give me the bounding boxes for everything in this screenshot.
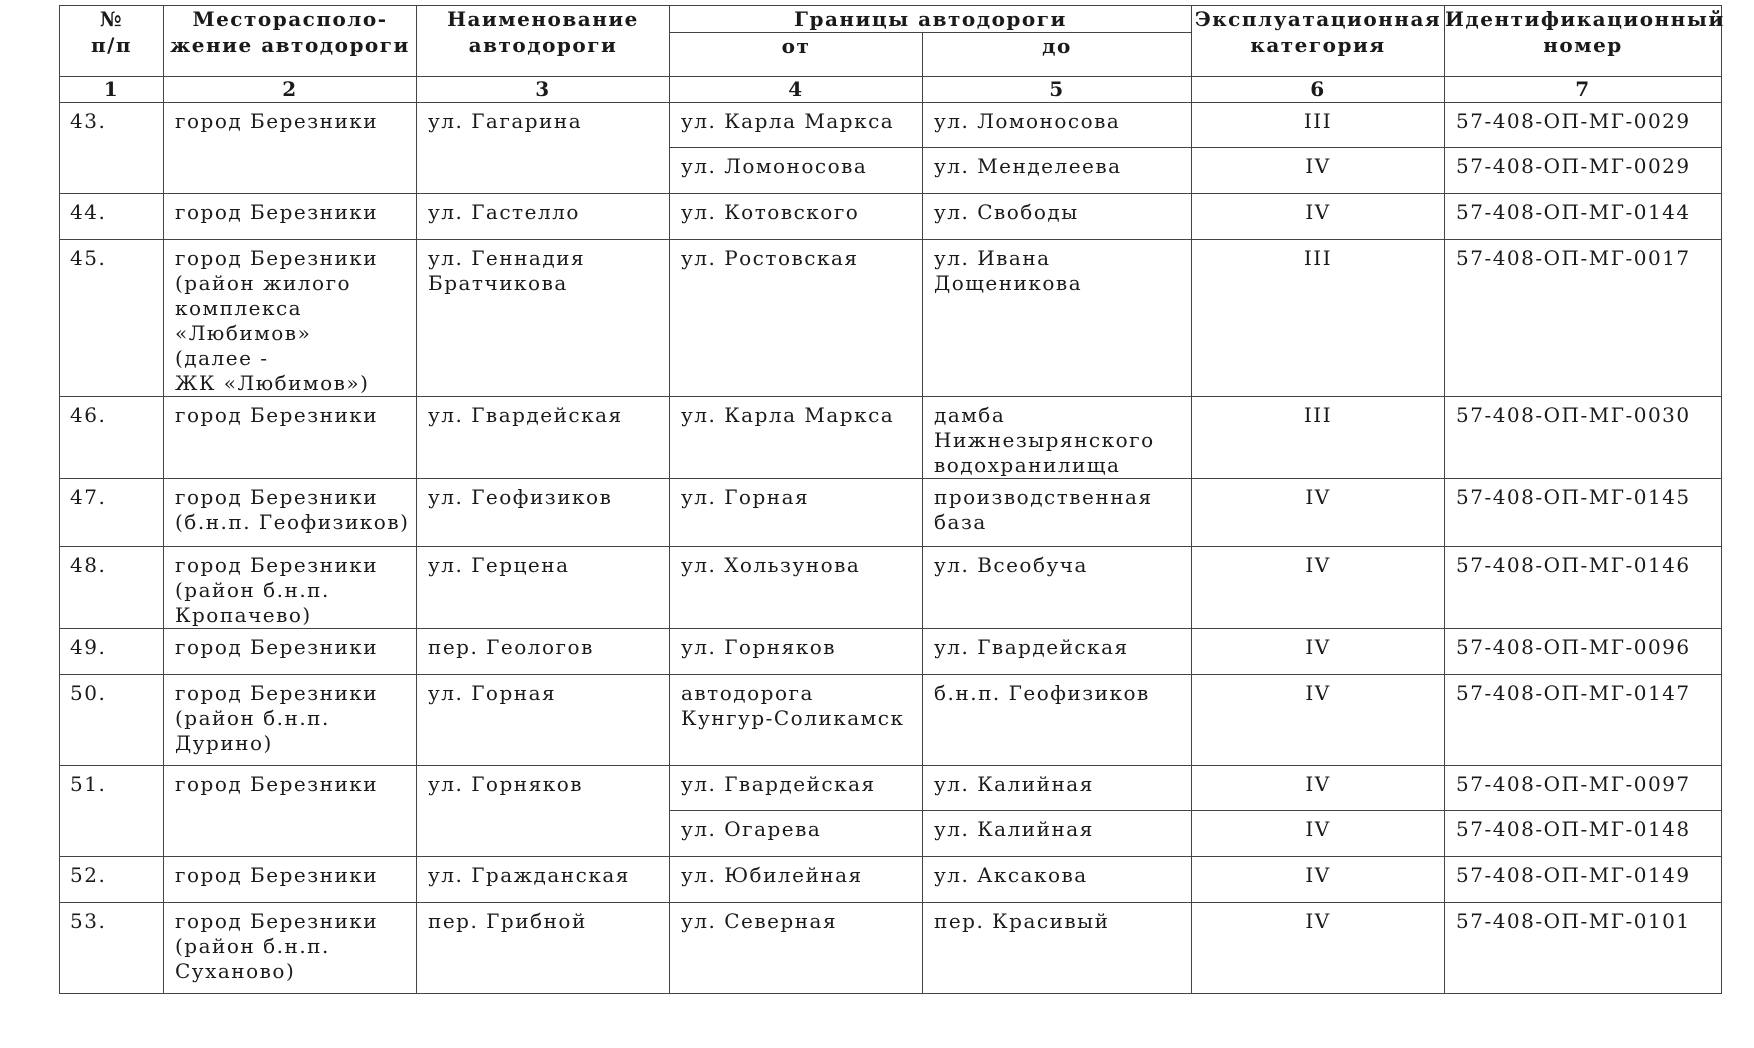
road-location: город Березники [164, 103, 417, 194]
bound-to: производственная база [923, 479, 1192, 547]
road-location: город Березники [164, 397, 417, 479]
row-number: 47. [60, 479, 164, 547]
column-number: 7 [1445, 77, 1722, 103]
road-location: город Березники (район жилого комплекса «Любимов» (далее - ЖК «Любимов») [164, 240, 417, 397]
operational-category: IV [1192, 629, 1445, 675]
row-number: 43. [60, 103, 164, 194]
identification-number: 57-408-ОП-МГ-0030 [1445, 397, 1722, 479]
bound-to: пер. Красивый [923, 903, 1192, 994]
header-category: Эксплуатационная категория [1192, 6, 1445, 77]
table-header [60, 6, 1725, 103]
row-number: 44. [60, 194, 164, 240]
road-location: город Березники (район б.н.п. Кропачево) [164, 547, 417, 629]
bound-to: ул. Менделеева [923, 148, 1192, 194]
road-name: ул. Гагарина [417, 103, 670, 194]
row-number: 50. [60, 675, 164, 766]
row-number: 48. [60, 547, 164, 629]
road-name: ул. Гастелло [417, 194, 670, 240]
row-number: 45. [60, 240, 164, 397]
header-num: № п/п [60, 6, 164, 77]
bound-from: ул. Карла Маркса [670, 397, 923, 479]
bound-to: ул. Всеобуча [923, 547, 1192, 629]
operational-category: IV [1192, 194, 1445, 240]
road-name: ул. Гвардейская [417, 397, 670, 479]
road-name: ул. Герцена [417, 547, 670, 629]
road-name: ул. Геннадия Братчикова [417, 240, 670, 397]
column-number: 5 [923, 77, 1192, 103]
operational-category: IV [1192, 903, 1445, 994]
column-number: 6 [1192, 77, 1445, 103]
row-number: 53. [60, 903, 164, 994]
bound-to: ул. Ивана Дощеникова [923, 240, 1192, 397]
table-row [60, 240, 1722, 397]
document-page [59, 5, 1725, 994]
column-number: 2 [164, 77, 417, 103]
table-row [60, 903, 1722, 994]
table-row [60, 479, 1722, 547]
bound-from: автодорога Кунгур-Соликамск [670, 675, 923, 766]
identification-number: 57-408-ОП-МГ-0096 [1445, 629, 1722, 675]
identification-number: 57-408-ОП-МГ-0029 [1445, 148, 1722, 194]
bound-to: ул. Калийная [923, 811, 1192, 857]
road-location: город Березники [164, 194, 417, 240]
identification-number: 57-408-ОП-МГ-0029 [1445, 103, 1722, 148]
operational-category: IV [1192, 479, 1445, 547]
bound-to: ул. Свободы [923, 194, 1192, 240]
identification-number: 57-408-ОП-МГ-0101 [1445, 903, 1722, 994]
row-number: 51. [60, 766, 164, 857]
table-row [60, 103, 1722, 148]
road-location: город Березники [164, 857, 417, 903]
bound-from: ул. Котовского [670, 194, 923, 240]
operational-category: III [1192, 240, 1445, 397]
row-number: 52. [60, 857, 164, 903]
road-location: город Березники (район б.н.п. Суханово) [164, 903, 417, 994]
header-id: Идентификационный номер [1445, 6, 1722, 77]
table-row [60, 397, 1722, 479]
bound-to: б.н.п. Геофизиков [923, 675, 1192, 766]
road-name: пер. Геологов [417, 629, 670, 675]
road-name: ул. Горняков [417, 766, 670, 857]
operational-category: IV [1192, 675, 1445, 766]
road-location: город Березники [164, 629, 417, 675]
bound-from: ул. Ростовская [670, 240, 923, 397]
identification-number: 57-408-ОП-МГ-0097 [1445, 766, 1722, 811]
identification-number: 57-408-ОП-МГ-0144 [1445, 194, 1722, 240]
header-location: Месторасполо- жение автодороги [164, 6, 417, 77]
bound-to: ул. Ломоносова [923, 103, 1192, 148]
road-name: ул. Геофизиков [417, 479, 670, 547]
bound-to: ул. Гвардейская [923, 629, 1192, 675]
column-number: 4 [670, 77, 923, 103]
column-numbers-row [60, 77, 1722, 103]
bound-to: дамба Нижнезырянского водохранилища [923, 397, 1192, 479]
bound-from: ул. Юбилейная [670, 857, 923, 903]
bound-from: ул. Гвардейская [670, 766, 923, 811]
table-row [60, 547, 1722, 629]
road-name: пер. Грибной [417, 903, 670, 994]
table-row [60, 857, 1722, 903]
bound-from: ул. Северная [670, 903, 923, 994]
identification-number: 57-408-ОП-МГ-0017 [1445, 240, 1722, 397]
bound-to: ул. Калийная [923, 766, 1192, 811]
road-name: ул. Гражданская [417, 857, 670, 903]
table-body [60, 103, 1722, 994]
operational-category: IV [1192, 811, 1445, 857]
row-number: 49. [60, 629, 164, 675]
identification-number: 57-408-ОП-МГ-0145 [1445, 479, 1722, 547]
operational-category: IV [1192, 766, 1445, 811]
column-number: 1 [60, 77, 164, 103]
bound-from: ул. Карла Маркса [670, 103, 923, 148]
operational-category: IV [1192, 547, 1445, 629]
operational-category: III [1192, 397, 1445, 479]
identification-number: 57-408-ОП-МГ-0149 [1445, 857, 1722, 903]
road-name: ул. Горная [417, 675, 670, 766]
bound-from: ул. Огарева [670, 811, 923, 857]
roads-table [59, 5, 1725, 994]
identification-number: 57-408-ОП-МГ-0148 [1445, 811, 1722, 857]
header-bounds: Границы автодороги [670, 6, 1192, 33]
identification-number: 57-408-ОП-МГ-0146 [1445, 547, 1722, 629]
table-row [60, 194, 1722, 240]
bound-from: ул. Хользунова [670, 547, 923, 629]
bound-to: ул. Аксакова [923, 857, 1192, 903]
operational-category: III [1192, 103, 1445, 148]
bound-from: ул. Горная [670, 479, 923, 547]
road-location: город Березники (б.н.п. Геофизиков) [164, 479, 417, 547]
column-number: 3 [417, 77, 670, 103]
bound-from: ул. Ломоносова [670, 148, 923, 194]
header-name: Наименование автодороги [417, 6, 670, 77]
table-row [60, 675, 1722, 766]
header-from: от [670, 33, 923, 77]
road-location: город Березники (район б.н.п. Дурино) [164, 675, 417, 766]
road-location: город Березники [164, 766, 417, 857]
table-row [60, 766, 1722, 811]
operational-category: IV [1192, 857, 1445, 903]
row-number: 46. [60, 397, 164, 479]
identification-number: 57-408-ОП-МГ-0147 [1445, 675, 1722, 766]
operational-category: IV [1192, 148, 1445, 194]
bound-from: ул. Горняков [670, 629, 923, 675]
header-to: до [923, 33, 1192, 77]
table-row [60, 629, 1722, 675]
